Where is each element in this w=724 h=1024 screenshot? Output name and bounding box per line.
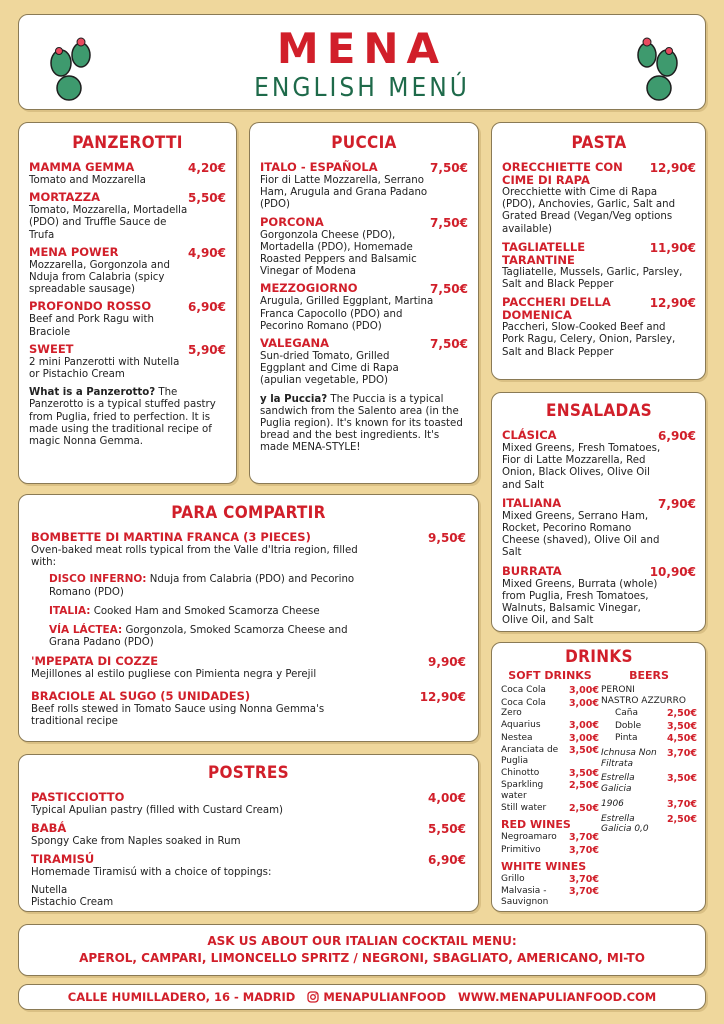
pasta-list: [502, 161, 696, 359]
menu-item-header: [502, 296, 696, 322]
drink-row: [501, 720, 599, 731]
drink-name: Aranciata de Puglia: [501, 745, 559, 766]
menu-item-name: ORECCHIETTE CON CIME DI RAPA: [502, 160, 623, 187]
beer-name: Estrella Galicia 0,0: [601, 813, 649, 835]
filling-name: ITALIA:: [49, 604, 91, 617]
menu-item-price: 7,90€: [658, 496, 696, 511]
menu-item-header: [502, 565, 696, 579]
bombette-fillings: [31, 573, 376, 649]
menu-item: [502, 497, 696, 560]
drink-name: Malvasia - Sauvignon: [501, 886, 549, 907]
cocktail-banner: [18, 924, 706, 976]
drink-price: 3,70€: [568, 886, 599, 898]
menu-item: [29, 246, 226, 297]
menu-item-header: [31, 822, 466, 836]
menu-item-header: [260, 337, 468, 351]
menu-item-price: 5,50€: [428, 822, 466, 837]
puccia-note: [260, 394, 468, 455]
menu-item-desc: Homemade Tiramisú with a choice of toppings:: [31, 867, 272, 879]
bombette-item: [31, 531, 466, 545]
panzerotti-note-question: What is a Panzerotto?: [29, 387, 156, 399]
tiramisu-toppings: [31, 885, 466, 909]
drink-name: Pinta: [615, 733, 638, 744]
menu-item: [31, 655, 466, 681]
menu-item-name: BURRATA: [502, 563, 562, 578]
menu-item-header: [29, 161, 226, 175]
menu-item-price: 5,90€: [188, 342, 226, 357]
beer-row: [601, 748, 697, 769]
drink-name: Negroamaro: [501, 832, 557, 843]
drink-price: 4,50€: [666, 733, 697, 745]
instagram-text: MENAPULIANFOOD: [323, 990, 447, 1004]
menu-item: [31, 853, 466, 879]
menu-item: [31, 690, 466, 728]
menu-item-price: 10,90€: [649, 564, 696, 579]
drink-row: [501, 733, 599, 744]
beer-price: 3,70€: [666, 798, 697, 810]
menu-item: [29, 300, 226, 338]
menu-item-desc: Sun-dried Tomato, Grilled Eggplant and Cime di Rapa (apulian vegetable, PDO): [260, 351, 399, 387]
drink-price: 3,70€: [568, 844, 599, 856]
menu-item-header: [502, 497, 696, 511]
puccia-note-question: y la Puccia?: [260, 393, 328, 405]
menu-item-name: MENA POWER: [29, 244, 119, 259]
beer-row: [601, 799, 697, 810]
menu-item-desc: Gorgonzola Cheese (PDO), Mortadella (PDO), Homemade Roasted Peppers and Balsamic Vinegar of Modena: [260, 229, 417, 278]
drink-row: [501, 874, 599, 885]
brand-title: MENA: [276, 24, 448, 73]
drink-price: 3,00€: [568, 732, 599, 744]
menu-item-price: 7,50€: [430, 282, 468, 297]
drink-row: [501, 768, 599, 779]
menu-item-header: [29, 343, 226, 357]
menu-item-desc: Orecchiette with Cime di Rapa (PDO), Anchovies, Garlic, Salt and Grated Bread (Vegan/Veg options available): [502, 187, 676, 235]
postres-list: [31, 791, 466, 880]
menu-item-price: 12,90€: [649, 296, 696, 311]
drink-price: 3,50€: [568, 767, 599, 779]
ensaladas-title: ENSALADAS: [546, 401, 652, 421]
nastro-sizes-list: [601, 708, 697, 744]
footer-card: [18, 984, 706, 1010]
menu-item-desc: Tagliatelle, Mussels, Garlic, Parsley, Salt and Black Pepper: [502, 266, 683, 291]
beer-price: 3,50€: [666, 773, 697, 785]
menu-item: [260, 161, 468, 212]
menu-item: [502, 429, 696, 492]
cocktail-line1: ASK US ABOUT OUR ITALIAN COCKTAIL MENU:: [207, 934, 517, 948]
bombette-desc: Oven-baked meat rolls typical from the Valle d'Itria region, filled with:: [31, 545, 358, 569]
menu-item-desc: Spongy Cake from Naples soaked in Rum: [31, 836, 241, 848]
menu-item: [29, 343, 226, 381]
pasta-card: [491, 122, 706, 380]
compartir-title: PARA COMPARTIR: [171, 503, 326, 523]
menu-item-name: MEZZOGIORNO: [260, 281, 358, 296]
drink-row: [615, 733, 697, 744]
menu-item: [31, 822, 466, 848]
beer-row: [601, 773, 697, 794]
drinks-title: DRINKS: [565, 647, 633, 667]
menu-item-price: 7,50€: [430, 161, 468, 175]
drink-price: 2,50€: [568, 780, 599, 792]
beers-list: [601, 748, 697, 835]
beer-price: 2,50€: [666, 813, 697, 825]
menu-item-header: [502, 429, 696, 443]
menu-item-desc: Tomato and Mozzarella: [29, 175, 146, 186]
beer-price: 3,70€: [666, 748, 697, 760]
drink-price: 3,50€: [568, 745, 599, 757]
menu-item: [260, 216, 468, 279]
menu-item-desc: Beef and Pork Ragu with Braciole: [29, 314, 154, 338]
menu-item: [502, 296, 696, 359]
panzerotti-note: [29, 387, 226, 448]
drink-row: [501, 698, 599, 719]
menu-item-header: [29, 246, 226, 260]
menu-item-name: ITALIANA: [502, 495, 562, 510]
puccia-title: PUCCIA: [331, 133, 397, 153]
beer-row: [601, 814, 697, 835]
menu-item-desc: Fior di Latte Mozzarella, Serrano Ham, Arugula and Grana Padano (PDO): [260, 175, 428, 211]
topping-item: Nutella: [31, 884, 68, 896]
menu-item-price: 9,90€: [428, 655, 466, 670]
white-wines-list: [501, 874, 599, 908]
menu-item-price: 5,50€: [188, 191, 226, 206]
menu-item-name: 'MPEPATA DI COZZE: [31, 654, 159, 669]
menu-item: [29, 161, 226, 187]
menu-item-header: [31, 690, 466, 704]
menu-item-desc: Arugula, Grilled Eggplant, Martina Franca Capocollo (PDO) and Pecorino Romano (PDO): [260, 296, 434, 332]
drink-name: Sparkling water: [501, 780, 544, 801]
menu-item-price: 6,90€: [658, 429, 696, 443]
drink-price: 3,00€: [568, 697, 599, 709]
website-link[interactable]: WWW.MENAPULIANFOOD.COM: [458, 990, 657, 1004]
menu-item: [502, 565, 696, 628]
ensaladas-card: [491, 392, 706, 632]
menu-item-price: 11,90€: [649, 240, 696, 255]
nastro-label: NASTRO AZZURRO: [601, 695, 686, 706]
menu-item-header: [502, 161, 696, 187]
drink-name: Grillo: [501, 873, 525, 884]
menu-subtitle: ENGLISH MENÚ: [254, 73, 470, 103]
drinks-left-column: [501, 669, 599, 909]
red-wines-list: [501, 832, 599, 856]
compartir-card: [18, 494, 479, 742]
bombette-name: BOMBETTE DI MARTINA FRANCA (3 PIECES): [31, 530, 311, 544]
drink-name: Coca Cola Zero: [501, 697, 546, 719]
menu-item-price: 12,90€: [419, 689, 466, 704]
panzerotti-title: PANZEROTTI: [72, 133, 183, 153]
beer-name: 1906: [601, 798, 624, 809]
drink-name: Primitivo: [501, 844, 541, 855]
filling-item: [49, 605, 376, 618]
panzerotti-card: [18, 122, 237, 484]
soft-drinks-list: [501, 685, 599, 814]
menu-item-header: [29, 300, 226, 314]
menu-item-name: VALEGANA: [260, 336, 330, 351]
menu-item-price: 6,90€: [188, 300, 226, 315]
ensaladas-list: [502, 429, 696, 627]
filling-desc: Nduja from Calabria (PDO) and Pecorino Romano (PDO): [49, 574, 355, 598]
menu-item-name: PROFONDO ROSSO: [29, 299, 152, 314]
beer-name: Ichnusa Non Filtrata: [601, 748, 657, 769]
menu-item-price: 7,50€: [430, 215, 468, 230]
beer-name: Estrella Galicia: [601, 773, 635, 794]
menu-item-price: 4,90€: [188, 245, 226, 260]
filling-item: [49, 624, 376, 649]
puccia-list: [260, 161, 468, 388]
menu-item-desc: 2 mini Panzerotti with Nutella or Pistachio Cream: [29, 356, 180, 381]
menu-item-desc: Mixed Greens, Serrano Ham, Rocket, Pecorino Romano Cheese (shaved), Olive Oil and Salt: [502, 510, 660, 559]
drink-price: 3,00€: [568, 685, 599, 696]
red-wines-title: RED WINES: [501, 818, 571, 832]
drink-price: 2,50€: [568, 803, 599, 815]
menu-item-name: TIRAMISÚ: [31, 852, 95, 867]
menu-item-name: CLÁSICA: [502, 428, 557, 442]
menu-item-desc: Mozzarella, Gorgonzola and Nduja from Calabria (spicy spreadable sausage): [29, 259, 170, 296]
instagram-icon: [307, 991, 319, 1003]
menu-item-price: 12,90€: [649, 161, 696, 175]
drinks-right-column: [601, 669, 697, 909]
drink-name: Doble: [615, 720, 642, 731]
drink-row: [501, 803, 599, 814]
drink-name: Aquarius: [501, 720, 541, 731]
menu-item-desc: Mixed Greens, Burrata (whole) from Puglia, Fresh Tomatoes, Walnuts, Balsamic Vinegar, Olive Oil, and Salt: [502, 578, 658, 627]
menu-item-header: [31, 655, 466, 669]
panzerotti-list: [29, 161, 226, 381]
header-card: [18, 14, 706, 110]
puccia-note-text: The Puccia is a typical sandwich from the Salento area (in the Puglia region). It's known for its toasted bread and the best ingredients. It's made MENA-STYLE!: [260, 393, 463, 454]
menu-item-header: [260, 161, 468, 175]
menu-item-name: PASTICCIOTTO: [31, 790, 125, 804]
filling-name: VÍA LÁCTEA:: [49, 624, 123, 637]
menu-item-price: 4,00€: [428, 791, 466, 805]
soft-drinks-title: SOFT DRINKS: [508, 669, 592, 682]
menu-item: [31, 791, 466, 817]
topping-item: Pistachio Cream: [31, 896, 114, 908]
menu-item-desc: Typical Apulian pastry (filled with Custard Cream): [31, 805, 284, 816]
menu-item-header: [31, 791, 466, 805]
menu-item: [260, 337, 468, 388]
menu-item-desc: Mejillones al estilo pugliese con Pimienta negra y Perejil: [31, 669, 317, 681]
beers-title: BEERS: [629, 669, 669, 682]
menu-item-name: TAGLIATELLE TARANTINE: [502, 239, 586, 267]
menu-item-name: MAMMA GEMMA: [29, 160, 135, 174]
menu-item: [29, 191, 226, 242]
drink-price: 3,50€: [666, 720, 697, 732]
menu-item-name: BABÁ: [31, 821, 67, 836]
drink-row: [615, 708, 697, 719]
drink-row: [501, 780, 599, 801]
menu-item-header: [260, 216, 468, 230]
drink-price: 2,50€: [666, 708, 697, 720]
menu-item-header: [29, 191, 226, 205]
drink-row: [501, 845, 599, 856]
puccia-card: [249, 122, 479, 484]
drink-row: [501, 745, 599, 766]
menu-item: [260, 282, 468, 333]
filling-desc: Cooked Ham and Smoked Scamorza Cheese: [90, 605, 320, 617]
drinks-card: [491, 642, 706, 912]
drink-row: [501, 886, 599, 907]
bombette-price: 9,50€: [428, 531, 466, 545]
menu-item: [502, 161, 696, 236]
drink-name: Still water: [501, 803, 547, 814]
cocktail-line2: APEROL, CAMPARI, LIMONCELLO SPRITZ / NEGRONI, SBAGLIATO, AMERICANO, MI-TO: [79, 951, 645, 965]
menu-item-name: PACCHERI DELLA DOMENICA: [502, 295, 611, 323]
menu-item-price: 4,20€: [188, 161, 226, 175]
menu-item-name: BRACIOLE AL SUGO (5 UNIDADES): [31, 688, 251, 703]
peroni-label: PERONI: [601, 685, 635, 695]
footer-address: CALLE HUMILLADERO, 16 - MADRID: [67, 990, 296, 1004]
menu-item-name: MORTAZZA: [29, 190, 100, 205]
drink-name: Caña: [615, 708, 639, 719]
white-wines-title: WHITE WINES: [501, 859, 587, 873]
drink-price: 3,70€: [568, 873, 599, 885]
filling-name: DISCO INFERNO:: [49, 573, 147, 586]
menu-item-name: SWEET: [29, 341, 74, 356]
filling-desc: Gorgonzola, Smoked Scamorza Cheese and Grana Padano (PDO): [49, 625, 348, 649]
menu-item-header: [502, 241, 696, 267]
menu-item-desc: Paccheri, Slow-Cooked Beef and Pork Ragu, Celery, Onion, Parsley, Salt and Black Pepper: [502, 322, 676, 358]
panzerotti-note-text: The Panzerotto is a typical stuffed pastry from Puglia, fried to perfection. It is made using the traditional recipe of magic Nonna Gemma.: [29, 387, 216, 448]
drink-row: [501, 685, 599, 696]
drink-name: Coca Cola: [501, 685, 546, 695]
pasta-title: PASTA: [571, 133, 627, 153]
postres-card: [18, 754, 479, 912]
menu-item-name: PORCONA: [260, 214, 324, 229]
drink-row: [615, 721, 697, 732]
instagram-handle[interactable]: [307, 990, 446, 1004]
drink-name: Nestea: [501, 732, 533, 743]
menu-item-price: 7,50€: [430, 337, 468, 352]
menu-item-desc: Mixed Greens, Fresh Tomatoes, Fior di Latte Mozzarella, Red Onion, Black Olives, Olive Oil and Salt: [502, 443, 661, 491]
drink-price: 3,70€: [568, 832, 599, 844]
filling-item: [49, 573, 376, 598]
drink-row: [501, 832, 599, 843]
compartir-list: [31, 655, 466, 728]
menu-item-header: [31, 853, 466, 867]
menu-item-desc: Beef rolls stewed in Tomato Sauce using Nonna Gemma's traditional recipe: [31, 703, 325, 727]
drink-price: 3,00€: [568, 720, 599, 732]
menu-item-name: ITALO - ESPAÑOLA: [260, 160, 378, 174]
drink-name: Chinotto: [501, 767, 540, 778]
menu-item-header: [260, 282, 468, 296]
postres-title: POSTRES: [208, 763, 289, 783]
menu-item: [502, 241, 696, 291]
menu-item-desc: Tomato, Mozzarella, Mortadella (PDO) and Truffle Sauce de Trufa: [29, 205, 188, 241]
menu-item-price: 6,90€: [428, 853, 466, 868]
